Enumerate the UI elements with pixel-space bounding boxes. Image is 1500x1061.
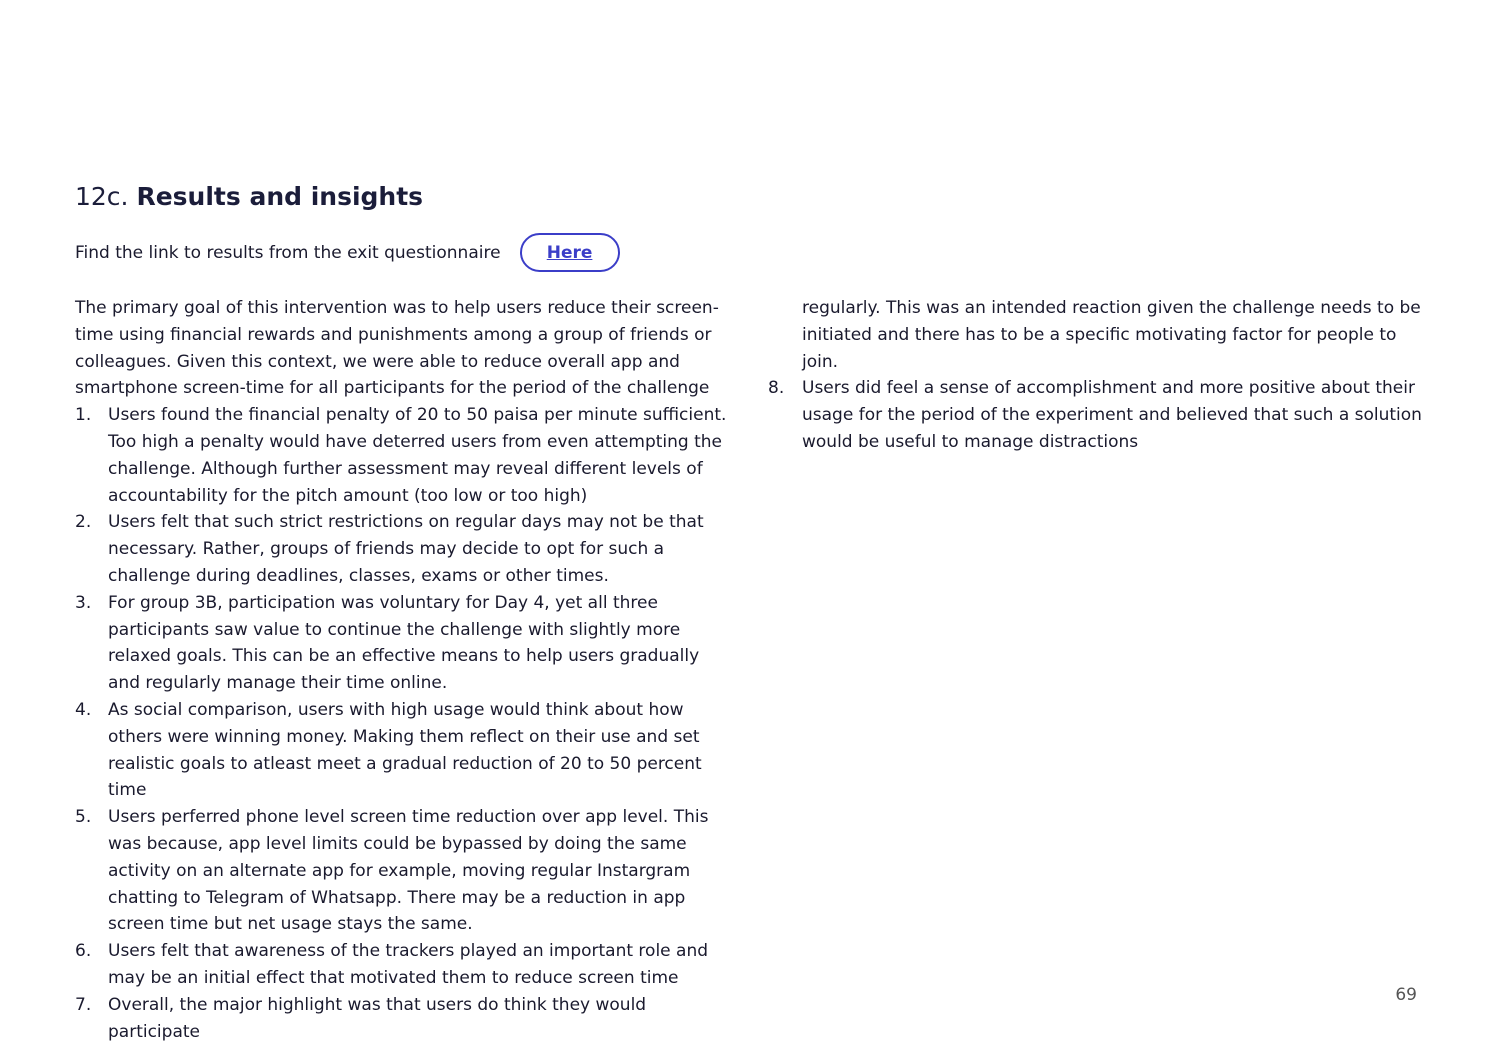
list-item-text: Users did feel a sense of accomplishment and more positive about their usage for the period of the experiment and believed that such a solution would be useful to manage distractions: [802, 378, 1422, 452]
here-link-button[interactable]: Here: [520, 233, 620, 272]
list-item-text: For group 3B, participation was voluntary for Day 4, yet all three participants saw value to continue the challenge with slightly more relaxed goals. This can be an effective means to help users gradually and regularly manage their time online.: [108, 592, 700, 694]
list-item-continuation: regularly. This was an intended reaction given the challenge needs to be initiated and there has to be a specific motivating factor for people to join.: [802, 298, 1421, 372]
right-column: [768, 295, 1428, 456]
left-column: [75, 295, 735, 1045]
list-item-number: 7.: [75, 994, 92, 1015]
list-item: [75, 804, 735, 938]
intro-paragraph: The primary goal of this intervention was to help users reduce their screen-time using financial rewards and punishments among a group of friends or colleagues. Given this context, we were able to reduce overall app and smartphone screen-time for all participants for the period of the challenge: [75, 298, 719, 399]
list-item-number: 6.: [75, 941, 92, 962]
page-number: 69: [1395, 985, 1417, 1005]
list-item-text: Overall, the major highlight was that users do think they would participate: [108, 994, 647, 1042]
list-item-number: 3.: [75, 592, 92, 613]
list-item-text: Users perferred phone level screen time reduction over app level. This was because, app level limits could be bypassed by doing the same activity on an alternate app for example, moving regular Instargram chatting to Telegram of Whatsapp. There may be a reduction in app screen time but net usage stays the same.: [108, 807, 709, 935]
list-item: [75, 992, 735, 1046]
section-heading: [75, 180, 423, 214]
list-item-text: Users felt that awareness of the trackers played an important role and may be an initial effect that motivated them to reduce screen time: [108, 941, 709, 988]
list-item-number: 1.: [75, 405, 92, 426]
list-item-number: 5.: [75, 807, 92, 828]
list-item-number: 4.: [75, 699, 92, 720]
results-link-text: Find the link to results from the exit questionnaire: [75, 242, 501, 263]
section-title: Results and insights: [136, 182, 424, 211]
list-item: [75, 590, 735, 697]
list-item: [75, 697, 735, 804]
insights-list: [75, 402, 735, 1045]
list-item: [75, 509, 735, 589]
list-item: [75, 402, 735, 509]
list-item: [768, 375, 1428, 455]
list-item-text: Users found the financial penalty of 20 to 50 paisa per minute sufficient. Too high a penalty would have deterred users from even attempting the challenge. Although further assessment may reveal different levels of accountability for the pitch amount (too low or too high): [108, 405, 727, 506]
list-item: [75, 938, 735, 992]
section-number: 12c.: [75, 182, 129, 211]
insights-list-continued: [768, 375, 1428, 455]
list-item-number: 8.: [768, 378, 785, 399]
list-item-number: 2.: [75, 512, 92, 533]
list-item-text: As social comparison, users with high usage would think about how others were winning money. Making them reflect on their use and set realistic goals to atleast meet a gradual reduction of 20 to 50 percent time: [108, 699, 702, 801]
results-link-row: [75, 231, 620, 274]
list-item-text: Users felt that such strict restrictions on regular days may not be that necessary. Rather, groups of friends may decide to opt for such a challenge during deadlines, classes, exams or other times.: [108, 512, 704, 586]
